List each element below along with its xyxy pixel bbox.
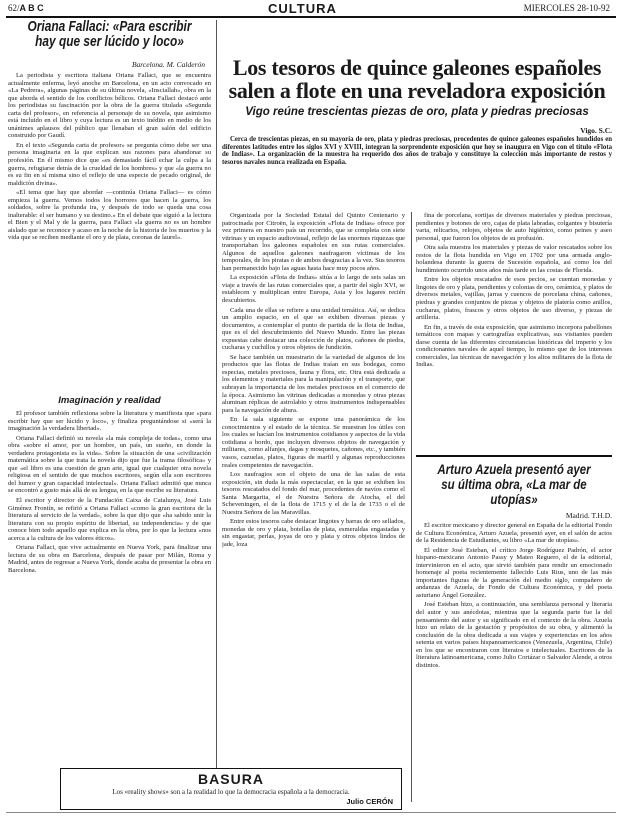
left-para: Oriana Fallaci definió su novela «la más compleja de todas», como una obra «sobre el amor, por un hombre, un país, un sueño, en donde la verdadera protagonista es la vida». Sobre la situación de una «civilización matemática sobre la que trata la novela dijo que fue la trama filosófica» y que «el libro es una cuestión de gran arte, igual que cualquier otra novela religiosa en el sentido de que muchos escritores, según ella son escritores del humor y gran capacidad intelectual». Oriana Fallaci admitió que nunca se encontró a gusto más allá de su lengua, en la que escribe su literatura.: [8, 434, 211, 495]
main-para: Entre estos tesoros cabe destacar lingotes y barras de oro sellados, monedas de oro y plata, botellas de plata, esmeraldas engastadas y sin engastar, perlas, joyas de oro y plata y otros objetos lindos de jade, loza: [222, 518, 405, 548]
left-para: El profesor también reflexiona sobre la literatura y manifiesta que «para escribir hay que ser lúcido y loco», y finaliza preguntándose si «será la imaginación la verdadera libertad».: [8, 410, 211, 433]
header-rule: [6, 16, 616, 18]
section-title: CULTURA: [268, 1, 337, 16]
issue-date: MIERCOLES 28-10-92: [523, 3, 610, 13]
right-para: El escritor mexicano y director general en España de la editorial Fondo de Cultura Económica, Arturo Azuela, presentó ayer, en el salón de actos de la Residencia de Estudiantes, su libro «La mar de utopías».: [416, 522, 612, 545]
main-para: fina de porcelana, sortijas de diversos materiales y piedras preciosas, pendientes y botones de oro, cajas de plata labradas, colgantes y bisutería varia, relicarios, relojes, objetos de auto higiénico, como peines y aseo personal, que fueron los objetos de su profusión.: [416, 212, 612, 242]
main-col-1: [222, 212, 405, 768]
main-para: Otra sala muestra los materiales y piezas de valor rescatados sobre los restos de la flota hundida en Vigo en 1702 por una armada anglo-holandesa durante la guerra de Sucesión española, así como los del hundimiento ocurrido unos años más tarde en las costas de Florida.: [416, 244, 612, 274]
page-number: 62: [8, 3, 17, 13]
left-article: [8, 20, 211, 768]
main-article-head: [222, 56, 612, 200]
main-subheadline: Vigo reúne trescientas piezas de oro, plata y piedras preciosas: [245, 106, 589, 118]
main-col-2: [416, 212, 612, 448]
right-body: [416, 522, 612, 757]
basura-title: BASURA: [198, 771, 264, 787]
section-rule: [416, 455, 612, 457]
column-divider: [216, 20, 217, 802]
footer-rule: [6, 812, 616, 813]
left-para: La periodista y escritora italiana Oriana Fallaci, que se encuentra actualmente enferma, leyó anoche en Barcelona, en un acto convocado en «La Pedrera», algunas páginas de su última novela, «Insciallah», obra en la que aborda el sentido de los conflictos bélicos. Oriana Fallaci destacó ante los periodistas su fascinación por la obra de la guerra titulada «Segunda carta del profesor», en referencia al personaje de su novela, que asimismo está incluido en el libro y cuya lectura es un texto inédito en medio de los unánimes aplausos del público que llenaban el gran salón del edificio construido por Gaudí.: [8, 72, 211, 140]
main-lead-text: Cerca de trescientas piezas, en su mayoría de oro, plata y piedras preciosas, procedentes de quince galeones españoles hundidos en diferentes latitudes entre los siglos XVI y XVIII, integran la sorprendente exposición que hoy se inaugura en Vigo con el título «Flota de Indias». La organización de la muestra ha requerido dos años de trabajo y constituye la colección más importante de restos y tesoros navales nunca realizada en España.: [222, 136, 612, 166]
main-para: Entre los objetos rescatados de esos pecios, se cuentan monedas y lingotes de oro y plata, pendientes y colonias de oro, cerámica, y platos de diversos metales, vajillas, jarras y cuencos de porcelana china, cañones, piedras y grandes conjuntos de piezas y objetos de platería como anillos, cucharas, platos, frascos y otros objetos de uso diverso, y piezas de artillería.: [416, 276, 612, 322]
main-para: La exposición «Flota de Indias» sitúa a lo largo de seis salas un viaje a través de las rutas comerciales que, a partir del siglo XVI, se establecen y multiplican entre Europa, Asia y los lugares recién descubiertos.: [222, 274, 405, 305]
left-para: El escritor y director de la Fundación Caixa de Catalunya, José Luis Giménez Frontín, se refirió a Oriana Fallaci «como la gran escritora de la literatura al servicio de la verdad», sobre la que dijo que «ha sabido unir la literatura con su propio espíritu de libertad, su independencia» y de que conoce bien todo aquello que explica en la obra, por lo que la lectura «nos acerca a la cultura de los valores éticos».: [8, 497, 211, 542]
newspaper-name: A B C: [19, 3, 44, 13]
right-byline: Madrid. T.H.D.: [565, 511, 612, 520]
left-para: Oriana Fallaci, que vive actualmente en Nueva York, para finalizar una lectura de su obra en Barcelona, después de pasar por Milán, Roma y Madrid, antes de regresar a Nueva York, donde acaba de presentar la obra en Barcelona.: [8, 544, 211, 574]
basura-text: Los «reality shows» son a la realidad lo que la democracia española a la democracia.: [112, 788, 350, 796]
left-para: «El tema que hay que abordar —continúa Oriana Fallaci— es cómo empieza la guerra. Vemos todos los horrores que hacen la guerra, los soldados, sobre la profunda ira, y después de todo se queda una cosa inalterable: el ser humano y su destino.» En el debate que siguió a la lectura el Bien y el Mal y de la guerra, para Fallaci «la guerra no es un hombre aislado que se reconoce y acaso en la noche de la historia de los muertos y la vida que se reciben mediante el oro y de plata, coronas de laurel».: [8, 189, 211, 242]
right-para: José Esteban hizo, a continuación, una semblanza personal y literaria del autor y sus anécdotas, mientras que la segunda parte fue la del pensamiento del autor y su significado en el contexto de la obra. Azuela hizo un relato de la gestación y propósitos de su obra, y alimentó la conclusión de la obra dedicada a sus viajes y experiencias en los años setenta en varios países hispanoamericanos (Venezuela, Argentina, Chile) en los que se encontraron con literatos e intelectuales. Escritores de la literatura latinoamericana, como Julio Cortázar o Salvador Alende, a otros distintos.: [416, 601, 612, 669]
main-para: Los naufragios son el objeto de una de las salas de esta exposición, sin duda la más espectacular, en la que se exhiben los tesoros rescatados del fondo del mar, procedentes de navíos como el Santa Margarita, el de Nuestra Señora de Atocha, el del Scheveningen, el de la flota de 1715 y el de la de 1733 o el de Nuestra Señora de las Maravillas.: [222, 471, 405, 516]
page-number-header: 62/A B C: [8, 3, 44, 13]
main-para: En la sala siguiente se expone una panorámica de los conocimientos y el estado de la técnica. Se muestran los útiles con los cuales se hacían los instrumentos cotidianos y aspectos de la vida cotidiana a bordo, que incluyen diversos objetos de navegación y militares, como alfanjes, dagas y mosquetes, cañones, etc., y también vasos, cazuelas, platos, figuras de marfil y algunas reproducciones reales competentes de navegación.: [222, 416, 405, 469]
basura-box: [60, 768, 402, 810]
left-body-top: [8, 72, 211, 390]
left-byline: Barcelona. M. Calderón: [131, 60, 205, 69]
right-headline: Arturo Azuela presentó ayer su última obra, «La mar de utopías»: [437, 462, 591, 507]
main-para: Organizada por la Sociedad Estatal del Quinto Centenario y patrocinada por Citroën, la exposición «Flota de Indias» ofrece por vez primera en nuestro país un recorrido, que se completa con siete vitrinas y un espacio audiovisual, reflejo de las enormes riquezas que transportaban los galeones españoles en sus rutas comerciales. Algunos de aquellos galeones naufragaron víctimas de los temporales, de los piratas o de ambos desgracias a la vez. Sus tesoros han permanecido bajo las aguas hasta hace muy pocos años.: [222, 212, 405, 272]
main-byline: Vigo. S.C.: [580, 126, 612, 135]
left-body-bottom: [8, 410, 211, 768]
main-para: Se hace también un muestrario de la variedad de algunos de los productos que las flotas de Indias traían en sus bodegas, como especias, metales preciosos, fauna y flora, etc. Otra está dedicada a los elementos y materiales para la manipulación y el transporte, que subrayan la importancia de los metales preciosos en el comercio de la época. Asimismo las vitrinas dedicadas a monedas y otras piezas aluminan réplicas de astrolabio y otros instrumentos indispensables para la navegación de altura.: [222, 353, 405, 414]
right-para: El editor José Esteban, el crítico Jorge Rodríguez Padrón, el actor hispano-mexicano Antonio Passy y Mateo Reguero, el de la editorial, intervinieron en el acto, que sirvió también para rendir un emocionado homenaje al poeta recientemente fallecido Luis Rius, uno de las más importantes figuras de la generación del medio siglo, compañero de andanzas de Azuela, de Fondo de Cultura Económica, y del poeta asturiano Ángel González.: [416, 546, 612, 599]
left-para: En el texto «Segunda carta de profesor» se pregunta cómo debe ser una persona imaginaria en la que explican sus razones para abandonar su profesión. En él mismo dice que «es demasiado fácil echar la culpa a la guerra, refugiarse detrás de la crueldad de los hombres» y que «la guerra no es su fin en sí misma sino el reflejo de una especie de pecado original, de maldición divina».: [8, 141, 211, 187]
column-divider: [411, 212, 412, 802]
main-headline: Los tesoros de quince galeones españoles salen a flote en una reveladora exposición: [228, 55, 606, 103]
basura-signature: Julio CERÓN: [346, 797, 393, 806]
main-lead: [222, 136, 612, 200]
left-headline: Oriana Fallaci: «Para escribir hay que ser lúcido y loco»: [27, 19, 192, 50]
main-para: En fin, a través de esta exposición, que asimismo incorpora pabellones temáticos con mapas y cartografías explicativas, sus visitantes pueden darse cuenta de las diferentes circunstancias históricas del imperio y los condicionantes navales de aquel tiempo, lo mismo que de los intereses comerciales, las técnicas de navegación y los altos militares de la flota de Indias.: [416, 323, 612, 369]
main-para: Cada una de ellas se refiere a una unidad temática. Así, se dedica un amplio espacio, en el que se exhiben diversas piezas y documentos, a contemplar el punto de partida de la flota de Indias, que es el del descubrimiento del Nuevo Mundo. Entre las piezas expuestas cabe destacar una colección de platos, cañones de piedra, cucharas y cuchillos y otros objetos de fundición.: [222, 306, 405, 352]
left-subhead: Imaginación y realidad: [58, 395, 161, 406]
right-article: [416, 462, 612, 757]
